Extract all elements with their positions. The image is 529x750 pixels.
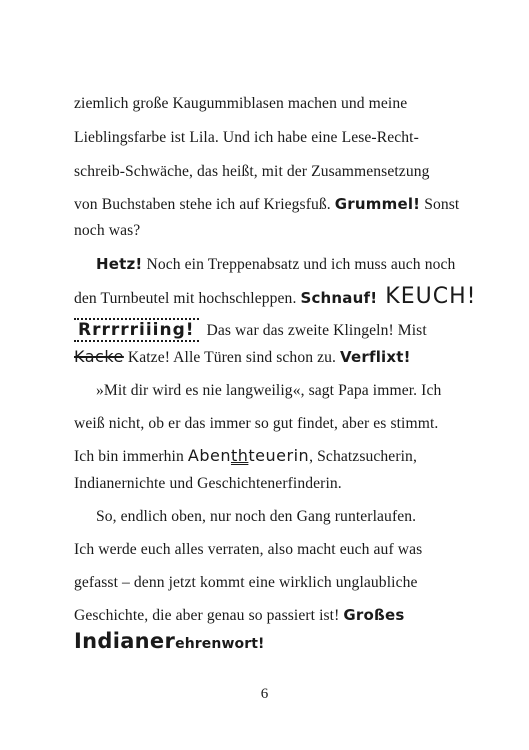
text: noch was? <box>74 222 141 239</box>
crossed-out-word: Kacke <box>74 347 124 366</box>
text-line <box>74 474 342 494</box>
text: Geschichte, die aber genau so passiert ist! <box>74 607 344 624</box>
text-line <box>74 605 405 626</box>
text-line <box>96 254 455 275</box>
text: weiß nicht, ob er das immer so gut findet, aber es stimmt. <box>74 415 439 432</box>
text: teuerin <box>248 446 310 465</box>
text: Das war das zweite Klingeln! Mist <box>198 322 427 339</box>
text: gefasst – denn jetzt kommt eine wirklich unglaubliche <box>74 574 418 591</box>
text: Lieblingsfarbe ist Lila. Und ich habe eine Lese-Recht- <box>74 129 419 146</box>
text: Ich werde euch alles verraten, also macht euch auf was <box>74 541 423 558</box>
text-line <box>74 221 140 241</box>
handwritten-word: Großes <box>343 606 405 624</box>
text-line <box>74 318 427 342</box>
handwritten-word: Indianer <box>74 629 176 653</box>
text-line <box>74 540 422 560</box>
handwritten-word <box>188 446 309 465</box>
handwritten-word: Grummel! <box>334 195 421 213</box>
text: schreib-Schwäche, das heißt, mit der Zusammensetzung <box>74 163 430 180</box>
text-line <box>74 94 407 114</box>
text: den Turnbeutel mit hochschleppen. <box>74 290 301 307</box>
text-line <box>74 631 265 654</box>
text-line <box>74 194 459 215</box>
text-line <box>74 414 438 434</box>
text-line <box>74 347 411 368</box>
handwritten-word: Schnauf! <box>300 289 378 307</box>
text-line <box>96 381 441 401</box>
handwritten-word: Hetz! <box>96 255 143 273</box>
text-line <box>74 128 419 148</box>
text-line <box>96 507 416 527</box>
handwritten-word: Verflixt! <box>340 348 411 366</box>
text: , Schatzsucherin, <box>309 448 417 465</box>
text: von Buchstaben stehe ich auf Kriegsfuß. <box>74 196 335 213</box>
text: Noch ein Treppenabsatz und ich muss auch noch <box>142 256 456 273</box>
text: Indianernichte und Geschichtenerfinderin. <box>74 475 342 492</box>
text: Ich bin immerhin <box>74 448 188 465</box>
text-line <box>74 162 430 182</box>
text-line <box>74 573 418 593</box>
text-line <box>74 446 417 467</box>
text: Sonst <box>420 196 460 213</box>
text-line <box>74 284 477 309</box>
text: So, endlich oben, nur noch den Gang runterlaufen. <box>96 508 417 525</box>
handwritten-ring-word: Rrrrrriiing! <box>74 318 199 342</box>
page-number: 6 <box>260 686 269 702</box>
text: th <box>230 446 249 465</box>
text: Katze! Alle Türen sind schon zu. <box>123 349 341 366</box>
handwritten-word: KEUCH! <box>377 284 477 309</box>
text: Aben <box>187 446 231 465</box>
handwritten-word: ehrenwort! <box>175 636 265 652</box>
text: ziemlich große Kaugummiblasen machen und meine <box>74 95 408 112</box>
text: »Mit dir wird es nie langweilig«, sagt Papa immer. Ich <box>96 382 442 399</box>
